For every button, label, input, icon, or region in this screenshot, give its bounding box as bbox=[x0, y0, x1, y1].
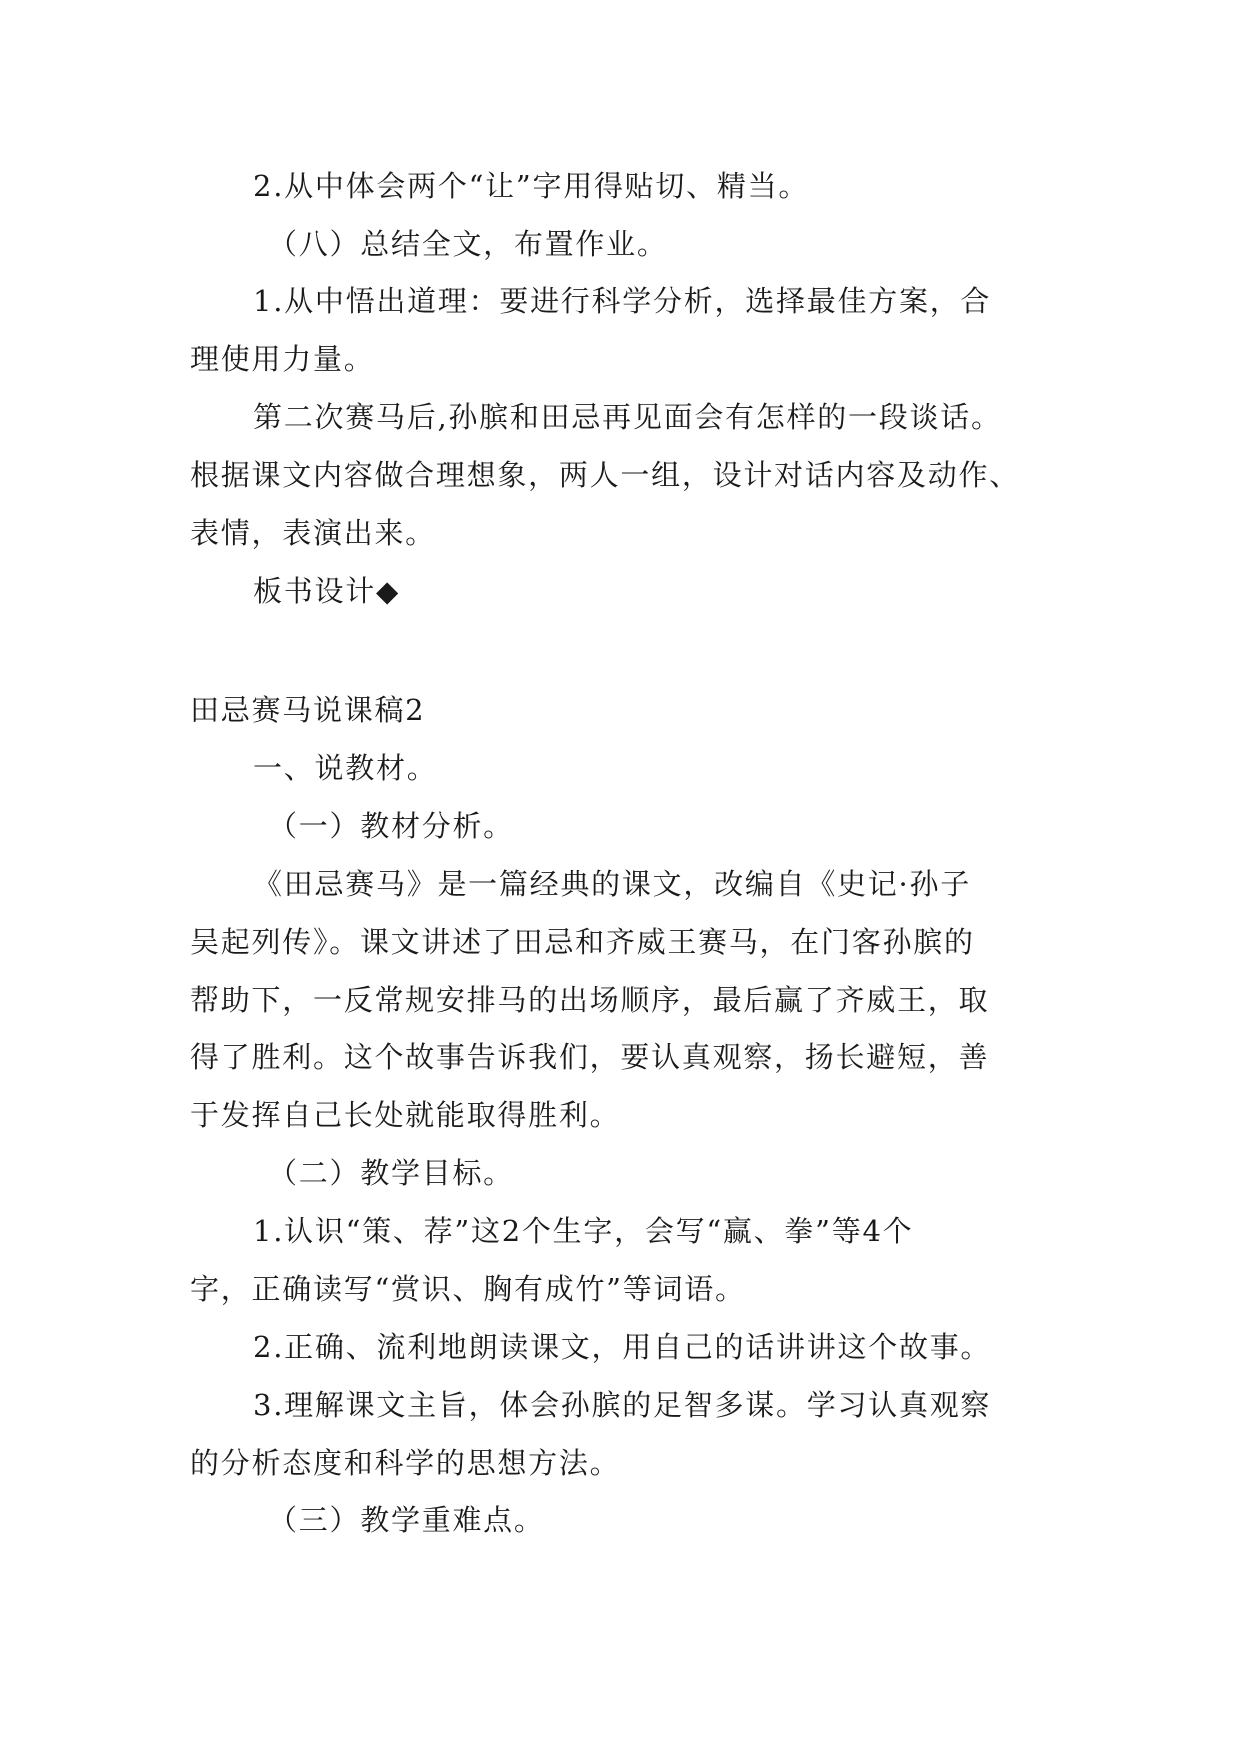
section-heading: （一）教材分析。 bbox=[268, 809, 514, 843]
paragraph-line: 帮助下，一反常规安排马的出场顺序，最后赢了齐威王，取 bbox=[190, 983, 990, 1017]
paragraph-line: 吴起列传》。课文讲述了田忌和齐威王赛马，在门客孙膑的 bbox=[190, 925, 975, 959]
paragraph-line: 的分析态度和科学的思想方法。 bbox=[190, 1446, 621, 1480]
paragraph-line: 表情，表演出来。 bbox=[190, 516, 436, 550]
paragraph-line: 2.正确、流利地朗读课文，用自己的话讲讲这个故事。 bbox=[253, 1330, 992, 1364]
paragraph-line: 根据课文内容做合理想象，两人一组，设计对话内容及动作、 bbox=[190, 458, 1020, 492]
paragraph-line: 2.从中体会两个“让”字用得贴切、精当。 bbox=[253, 169, 810, 203]
paragraph-line: 1.认识“策、荐”这2个生字，会写“赢、拳”等4个 bbox=[253, 1214, 914, 1248]
paragraph-line: 得了胜利。这个故事告诉我们，要认真观察，扬长避短，善 bbox=[190, 1040, 990, 1074]
document-title: 田忌赛马说课稿2 bbox=[190, 693, 426, 727]
paragraph-line: 字，正确读写“赏识、胸有成竹”等词语。 bbox=[190, 1272, 746, 1306]
paragraph-line: 1.从中悟出道理：要进行科学分析，选择最佳方案，合 bbox=[253, 284, 992, 318]
paragraph-line: 3.理解课文主旨，体会孙膑的足智多谋。学习认真观察 bbox=[253, 1388, 992, 1422]
paragraph-line: 于发挥自己长处就能取得胜利。 bbox=[190, 1098, 621, 1132]
paragraph-line: 《田忌赛马》是一篇经典的课文，改编自《史记·孙子 bbox=[253, 867, 971, 901]
section-heading: （三）教学重难点。 bbox=[268, 1503, 545, 1537]
section-heading: 一、说教材。 bbox=[253, 751, 438, 785]
paragraph-line: 板书设计◆ bbox=[253, 574, 401, 608]
section-heading: （二）教学目标。 bbox=[268, 1156, 514, 1190]
paragraph-line: 第二次赛马后,孙膑和田忌再见面会有怎样的一段谈话。 bbox=[253, 400, 1002, 434]
section-heading: （八）总结全文，布置作业。 bbox=[268, 227, 668, 261]
paragraph-line: 理使用力量。 bbox=[190, 342, 375, 376]
